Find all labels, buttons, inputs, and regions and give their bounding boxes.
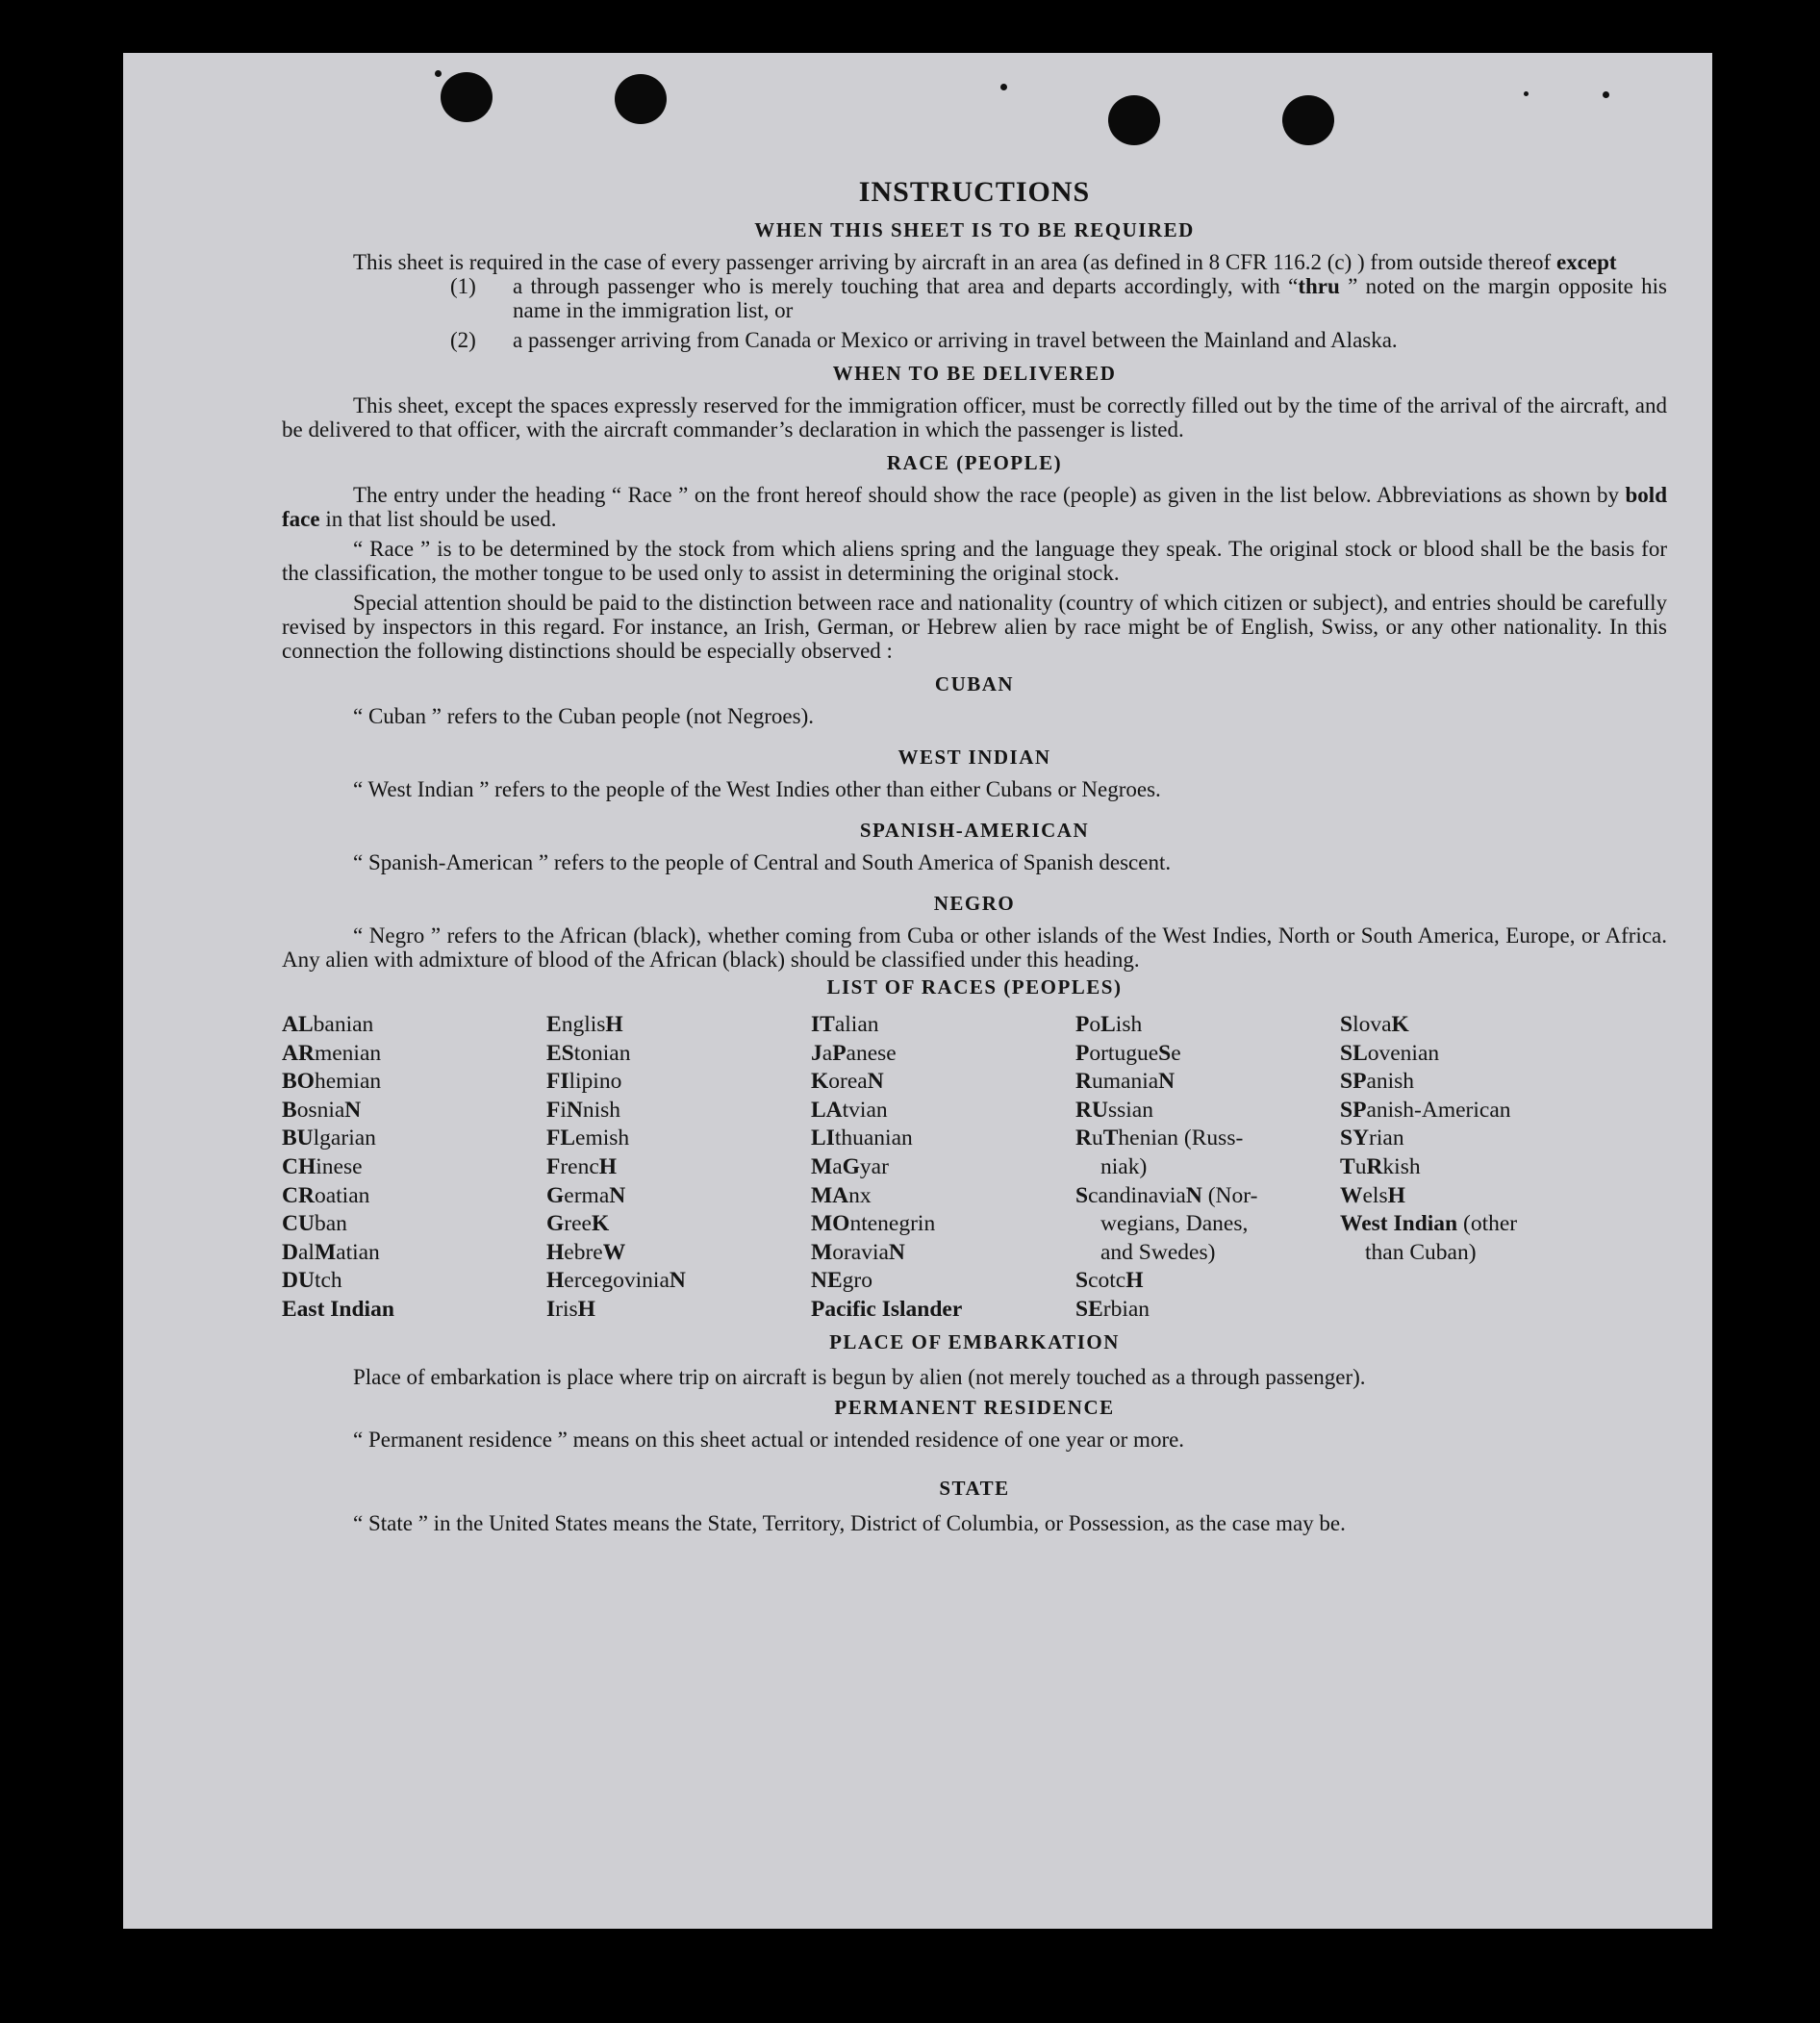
race-entry (1075, 1125, 1340, 1153)
race-entry (282, 1153, 546, 1182)
race-abbreviation: BU (282, 1125, 314, 1151)
race-entry (282, 1267, 546, 1296)
race-abbreviation: B (282, 1097, 297, 1123)
section-heading-race: RACE (PEOPLE) (886, 451, 1063, 474)
race-abbreviation: AR (282, 1040, 315, 1066)
race-name-text: anish-American (1366, 1097, 1511, 1123)
race-entry (282, 1097, 546, 1125)
race-entry (811, 1296, 1075, 1325)
race-paragraph-2: “ Race ” is to be determined by the stock from which aliens spring and the language they speak. The original stock or blood shall be the basis for the classification, the mother tongue to be used only to assist in determining the original stock. (282, 537, 1667, 585)
race-entry (1340, 1153, 1605, 1182)
race-abbreviation: J (811, 1040, 822, 1066)
race-name-text: inese (316, 1153, 363, 1179)
race-abbreviation: K (1391, 1012, 1409, 1037)
race-entry (1075, 1296, 1340, 1325)
race-name-text: emish (575, 1125, 630, 1151)
race-name-text: tvian (842, 1097, 888, 1123)
race-name-text: lova (1352, 1012, 1392, 1037)
race-abbreviation: G (842, 1153, 860, 1179)
west-indian-text: “ West Indian ” refers to the people of the West Indies other than either Cubans or Negroes. (353, 777, 1161, 801)
race-abbreviation: I (546, 1296, 556, 1322)
race-entry (1340, 1011, 1605, 1040)
race-abbreviation: N (867, 1069, 884, 1095)
races-column (1340, 1011, 1605, 1325)
race-p1-text: The entry under the heading “ Race ” on the front hereof should show the race (people) as given in the list below. Abbreviations as shown by (353, 483, 1619, 507)
instructions-content (282, 176, 1667, 1538)
race-entry (546, 1153, 811, 1182)
race-entry (1340, 1097, 1605, 1125)
race-abbreviation: DU (282, 1268, 315, 1294)
race-abbreviation: SY (1340, 1125, 1370, 1151)
race-abbreviation: W (1340, 1182, 1363, 1208)
race-entry (546, 1040, 811, 1069)
race-entry (282, 1210, 546, 1239)
race-entry (1075, 1040, 1340, 1069)
race-name-text: ban (314, 1211, 347, 1237)
race-name-text: nglis (561, 1012, 606, 1037)
race-abbreviation: M (811, 1239, 833, 1265)
race-abbreviation: Pacific Islander (811, 1296, 963, 1322)
ink-speck (1524, 91, 1529, 96)
race-name-text: o (1089, 1012, 1101, 1037)
required-intro-text: This sheet is required in the case of every passenger arriving by aircraft in an area (as defined in 8 CFR 116.2 (c) ) from outside thereof (353, 250, 1552, 274)
race-name-text: thuanian (834, 1125, 913, 1151)
race-abbreviation: K (811, 1069, 829, 1095)
document-sheet (123, 53, 1712, 1929)
race-name-text: ree (564, 1211, 592, 1237)
race-abbreviation: H (605, 1012, 623, 1037)
exception-number: (2) (450, 328, 476, 352)
race-abbreviation: P (832, 1040, 847, 1066)
punch-hole (1108, 95, 1160, 145)
race-name-text: ssian (1107, 1097, 1153, 1123)
race-abbreviation: E (546, 1012, 562, 1037)
race-abbreviation: IT (811, 1012, 835, 1037)
race-abbreviation: M (314, 1239, 337, 1265)
race-name-text: renc (560, 1153, 599, 1179)
race-entry (546, 1011, 811, 1040)
race-entry (1340, 1182, 1605, 1211)
race-entry (811, 1097, 1075, 1125)
race-entry (1075, 1097, 1340, 1125)
race-abbreviation: FI (546, 1069, 569, 1095)
race-name-text: hemian (314, 1069, 382, 1095)
race-abbreviation: H (1387, 1182, 1405, 1208)
race-name-text: erma (564, 1182, 610, 1208)
race-entry (811, 1182, 1075, 1211)
race-abbreviation: MA (811, 1182, 849, 1208)
punch-hole (441, 72, 493, 122)
section-heading-spanish-american: SPANISH-AMERICAN (859, 819, 1090, 842)
race-entry (282, 1296, 546, 1325)
race-abbreviation: LA (811, 1097, 843, 1123)
races-column (1075, 1011, 1340, 1325)
race-name-text: lgarian (313, 1125, 376, 1151)
race-name-text: anish (1366, 1069, 1415, 1095)
race-abbreviation: H (577, 1296, 595, 1322)
races-list-heading: LIST OF RACES (PEOPLES) (826, 975, 1123, 999)
section-heading-residence: PERMANENT RESIDENCE (834, 1395, 1115, 1419)
race-name-text: than Cuban) (1365, 1239, 1477, 1265)
race-name-text: henian (Russ- (1118, 1125, 1244, 1151)
race-name-text: ortugue (1089, 1040, 1159, 1066)
race-entry (282, 1068, 546, 1097)
race-abbreviation: M (811, 1153, 833, 1179)
race-name-text: menian (314, 1040, 382, 1066)
race-name-text: al (297, 1239, 315, 1265)
race-abbreviation: N (344, 1097, 362, 1123)
race-name-text: banian (313, 1012, 374, 1037)
race-name-text: rbian (1102, 1296, 1150, 1322)
race-name-text: lipino (569, 1069, 622, 1095)
race-entry (1075, 1239, 1340, 1268)
race-entry (811, 1068, 1075, 1097)
required-intro-bold: except (1555, 250, 1617, 274)
page-title: INSTRUCTIONS (858, 176, 1091, 208)
race-entry (546, 1097, 811, 1125)
race-abbreviation: F (546, 1097, 561, 1123)
race-name-text: gro (842, 1268, 872, 1294)
race-name-text: a (822, 1040, 833, 1066)
race-abbreviation: F (546, 1153, 561, 1179)
race-abbreviation: G (546, 1182, 565, 1208)
race-abbreviation: H (598, 1153, 618, 1179)
race-entry (546, 1125, 811, 1153)
race-entry (811, 1210, 1075, 1239)
race-abbreviation: T (1340, 1153, 1355, 1179)
exception-item (450, 328, 1667, 352)
race-abbreviation: S (1340, 1012, 1353, 1037)
race-entry (1340, 1068, 1605, 1097)
race-abbreviation: G (546, 1211, 565, 1237)
race-name-text: anese (846, 1040, 897, 1066)
race-abbreviation: S (1075, 1182, 1089, 1208)
race-entry (282, 1239, 546, 1268)
race-entry (811, 1040, 1075, 1069)
races-column (282, 1011, 546, 1325)
race-abbreviation: RU (1075, 1097, 1108, 1123)
race-entry (282, 1040, 546, 1069)
race-entry (282, 1011, 546, 1040)
race-entry (546, 1239, 811, 1268)
section-heading-cuban: CUBAN (934, 672, 1015, 695)
race-entry (1340, 1239, 1605, 1268)
race-entry (811, 1239, 1075, 1268)
race-name-text: u (1354, 1153, 1367, 1179)
race-name-text: rian (1369, 1125, 1404, 1151)
race-abbreviation: R (1075, 1125, 1092, 1151)
race-abbreviation: LI (811, 1125, 835, 1151)
race-entry (1075, 1210, 1340, 1239)
race-abbreviation: FL (546, 1125, 576, 1151)
race-abbreviation: CR (282, 1182, 315, 1208)
race-name-text: a (832, 1153, 843, 1179)
race-abbreviation: N (566, 1097, 583, 1123)
race-entry (546, 1182, 811, 1211)
race-entry (282, 1182, 546, 1211)
race-name-text: ish (1115, 1012, 1143, 1037)
race-abbreviation: N (1185, 1182, 1202, 1208)
race-name-text: i (560, 1097, 567, 1123)
race-entry (1075, 1267, 1340, 1296)
race-abbreviation: P (1075, 1012, 1090, 1037)
race-abbreviation: N (609, 1182, 626, 1208)
race-abbreviation: West Indian (1340, 1211, 1458, 1237)
race-abbreviation: N (888, 1239, 905, 1265)
race-name-text: candinavia (1088, 1182, 1186, 1208)
race-abbreviation: H (1125, 1268, 1144, 1294)
race-p1-bold: bold face (282, 483, 1667, 531)
state-text: “ State ” in the United States means the State, Territory, District of Columbia, or Possession, as the case may be. (353, 1510, 1346, 1535)
exception-item (450, 274, 1667, 322)
race-entry (1340, 1125, 1605, 1153)
race-name-text: nx (848, 1182, 872, 1208)
race-name-text: ris (555, 1296, 578, 1322)
race-abbreviation: T (1102, 1125, 1119, 1151)
race-abbreviation: R (1075, 1069, 1092, 1095)
race-entry (546, 1068, 811, 1097)
race-abbreviation: East Indian (282, 1296, 394, 1322)
races-column (546, 1011, 811, 1325)
race-name-text: kish (1382, 1153, 1421, 1179)
race-abbreviation: H (546, 1239, 565, 1265)
race-entry (546, 1210, 811, 1239)
race-entry (282, 1125, 546, 1153)
race-entry (811, 1011, 1075, 1040)
exception-number: (1) (450, 274, 476, 298)
races-column (811, 1011, 1075, 1325)
race-abbreviation: R (1366, 1153, 1383, 1179)
race-abbreviation: SE (1075, 1296, 1103, 1322)
race-abbreviation: P (1075, 1040, 1090, 1066)
race-name-text: e (1171, 1040, 1181, 1066)
race-abbreviation: CH (282, 1153, 316, 1179)
embarkation-text: Place of embarkation is place where trip on aircraft is begun by alien (not merely touched as a through passenger). (353, 1364, 1366, 1389)
race-name-text: ercegovinia (564, 1268, 670, 1294)
race-abbreviation: NE (811, 1268, 843, 1294)
race-paragraph-1 (282, 483, 1667, 531)
race-name-text: tch (314, 1268, 342, 1294)
race-name-text: wegians, Danes, (1100, 1211, 1249, 1237)
race-name-text: alian (834, 1012, 879, 1037)
race-name-text: cotc (1088, 1268, 1126, 1294)
race-name-text: ovenian (1367, 1040, 1440, 1066)
race-entry (1075, 1068, 1340, 1097)
section-heading-embarkation: PLACE OF EMBARKATION (829, 1329, 1120, 1353)
race-name-text: u (1091, 1125, 1103, 1151)
punch-hole (615, 74, 667, 124)
race-name-text: and Swedes) (1100, 1239, 1216, 1265)
race-abbreviation: H (546, 1268, 565, 1294)
cuban-text: “ Cuban ” refers to the Cuban people (not Negroes). (353, 704, 815, 728)
negro-text: “ Negro ” refers to the African (black), whether coming from Cuba or other islands of the West Indies, North or South America, Europe, or Africa. Any alien with admixture of blood of the African (black) should be classified under this heading. (282, 923, 1667, 972)
race-name-text: yar (859, 1153, 889, 1179)
section-heading-state: STATE (939, 1476, 1010, 1500)
race-name-text: ntenegrin (849, 1211, 936, 1237)
race-abbreviation: SP (1340, 1069, 1367, 1095)
race-name-text: atian (336, 1239, 380, 1265)
race-name-text: oravia (832, 1239, 889, 1265)
race-abbreviation: N (1158, 1069, 1175, 1095)
race-p1-text-b: in that list should be used. (325, 507, 557, 531)
race-abbreviation: S (1158, 1040, 1172, 1066)
race-abbreviation: CU (282, 1211, 315, 1237)
exception-bold: thru (1298, 274, 1340, 298)
race-entry (1075, 1182, 1340, 1211)
race-abbreviation: BO (282, 1069, 315, 1095)
exception-text-b: ” noted on the margin opposite his name in the immigration list, or (513, 274, 1667, 322)
race-abbreviation: AL (282, 1012, 314, 1037)
race-entry (1075, 1153, 1340, 1182)
race-name-text: nish (582, 1097, 621, 1123)
race-abbreviation: SP (1340, 1097, 1367, 1123)
race-abbreviation: W (602, 1239, 626, 1265)
race-entry (1340, 1040, 1605, 1069)
race-name-text: orea (828, 1069, 868, 1095)
race-name-text: umania (1091, 1069, 1159, 1095)
race-name-text: ebre (564, 1239, 603, 1265)
race-entry (811, 1125, 1075, 1153)
punch-hole (1282, 95, 1334, 145)
residence-text: “ Permanent residence ” means on this sheet actual or intended residence of one year or more. (353, 1427, 1185, 1452)
spanish-american-text: “ Spanish-American ” refers to the people of Central and South America of Spanish descent. (353, 850, 1172, 874)
race-name-text: (other (1457, 1211, 1518, 1237)
race-abbreviation: D (282, 1239, 298, 1265)
race-entry (546, 1296, 811, 1325)
race-name-text: niak) (1100, 1153, 1148, 1179)
race-name-text: tonian (573, 1040, 631, 1066)
race-name-text: (Nor- (1201, 1182, 1258, 1208)
ink-speck (435, 70, 442, 77)
race-abbreviation: SL (1340, 1040, 1368, 1066)
race-abbreviation: S (1075, 1268, 1089, 1294)
race-abbreviation: ES (546, 1040, 574, 1066)
section-heading-negro: NEGRO (933, 892, 1016, 915)
delivered-text: This sheet, except the spaces expressly reserved for the immigration officer, must be correctly filled out by the time of the arrival of the aircraft, and be delivered to that officer, with the aircraft commander’s declaration in which the passenger is listed. (282, 393, 1667, 442)
race-abbreviation: L (1100, 1012, 1116, 1037)
race-name-text: osnia (296, 1097, 345, 1123)
section-heading-west-indian: WEST INDIAN (897, 746, 1051, 769)
race-name-text: els (1362, 1182, 1388, 1208)
ink-speck (1603, 91, 1609, 98)
race-abbreviation: MO (811, 1211, 850, 1237)
race-abbreviation: K (591, 1211, 610, 1237)
ink-speck (1000, 84, 1007, 90)
race-name-text: oatian (314, 1182, 370, 1208)
exception-text: a passenger arriving from Canada or Mexico or arriving in travel between the Mainland and Alaska. (513, 328, 1398, 352)
required-intro (282, 250, 1667, 274)
race-entry (811, 1153, 1075, 1182)
exception-text: a through passenger who is merely touching that area and departs accordingly, with “ (513, 274, 1299, 298)
races-list (282, 1011, 1667, 1325)
section-heading-required: WHEN THIS SHEET IS TO BE REQUIRED (754, 218, 1195, 241)
race-entry (1340, 1210, 1605, 1239)
section-heading-delivered: WHEN TO BE DELIVERED (832, 362, 1117, 385)
race-paragraph-3: Special attention should be paid to the distinction between race and nationality (country of which citizen or subject), and entries should be carefully revised by inspectors in this regard. For instance, an Irish, German, or Hebrew alien by race might be of English, Swiss, or any other nationality. In this connection the following distinctions should be especially observed : (282, 591, 1667, 663)
race-entry (811, 1267, 1075, 1296)
race-entry (1075, 1011, 1340, 1040)
race-entry (546, 1267, 811, 1296)
race-abbreviation: N (669, 1268, 686, 1294)
